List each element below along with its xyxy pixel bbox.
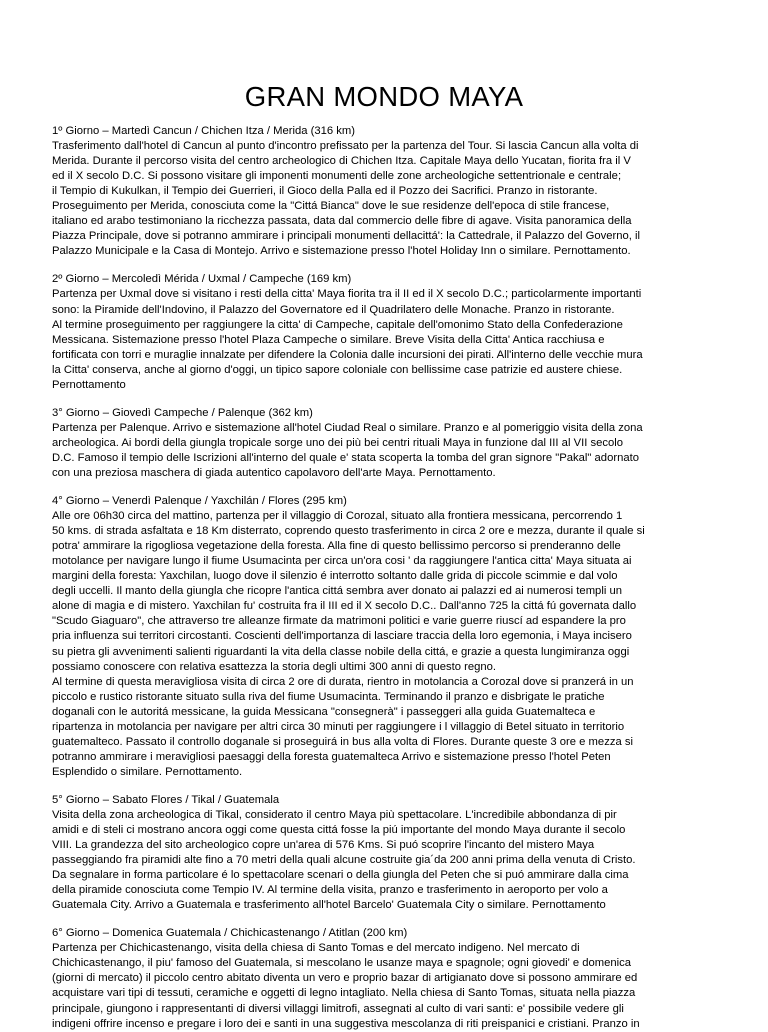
day-heading: 2º Giorno – Mercoledì Mérida / Uxmal / Campeche (169 km)	[52, 273, 352, 286]
text-line: guatemalteco. Passato il controllo doganale si proseguirá in bus alla volta di Flores. Durante queste 3 ore e mezza si	[52, 735, 633, 748]
text-line: Partenza per Chichicastenango, visita della chiesa di Santo Tomas e del mercato indigeno. Nel mercato di	[52, 942, 580, 955]
text-line: passeggiando fra piramidi alte fino a 70 metri della quali alcune costruite gia´da 200 anni prima della venuta di Cristo.	[52, 854, 636, 867]
text-line: potranno ammirare i meravigliosi paesaggi della foresta guatemalteca Arrivo e sistemazione presso l'hotel Peten	[52, 750, 611, 763]
text-line: motolance per navigare lungo il fiume Usumacinta per circa un'ora cosi ' da raggiungere l'antica citta' Maya situata ai	[52, 555, 632, 568]
text-line: Chichicastenango, il piu' famoso del Guatemala, si mescolano le usanze maya e spagnole; ogni giovedi' e domenica	[52, 957, 632, 970]
text-line: la Citta' conserva, anche al giorno d'oggi, un tipico sapore coloniale con bellissime case patrizie ed austere chiese.	[52, 363, 623, 376]
text-line: potra' ammirare la rigogliosa vegetazione della foresta. Alla fine di questo bellissimo percorso si prenderanno delle	[52, 540, 621, 553]
text-line: Alle ore 06h30 circa del mattino, partenza per il villaggio di Corozal, situato alla frontiera messicana, percorrendo 1	[52, 510, 623, 523]
text-line: ripartenza in motolancia per navigare per altri circa 30 minuti per raggiungere i l villaggio di Betel situato in territorio	[52, 720, 625, 733]
text-line: piccolo e rustico ristorante situato sulla riva del fiume Usumacinta. Terminando il pranzo e disbrigate le pratiche	[52, 690, 605, 703]
text-line: sono: la Piramide dell'Indovino, il Palazzo del Governatore ed il Quadrilatero delle Monache. Pranzo in ristorante.	[52, 303, 615, 316]
text-line: acquistare vari tipi di tessuti, ceramiche e oggetti di legno intagliato. Nella chiesa di Santo Tomas, situata nella piazza	[52, 987, 636, 1000]
text-line: principale, giungono i rappresentanti di diversi villaggi limitrofi, assegnati al culto di vari santi: e' possibile vedere gli	[52, 1002, 624, 1015]
text-line: italiano ed arabo testimoniano la ricchezza passata, data dal commercio delle fibre di agave. Visita panoramica della	[52, 215, 632, 228]
text-line: Messicana. Sistemazione presso l'hotel Plaza Campeche o similare. Breve Visita della Citta' Antica racchiusa e	[52, 333, 605, 346]
text-line: su pietra gli avvenimenti salienti riguardanti la vita della classe nobile della cittá, e grazie a questa lungimiranza oggi	[52, 645, 630, 658]
text-line: Da segnalare in forma particolare é lo spettacolare scenari o della giungla del Peten che si puó ammirare dalla cima	[52, 869, 629, 882]
text-line: VIII. La grandezza del sito archeologico copre un'area di 576 Kms. Si puó scoprire l'incanto del mistero Maya	[52, 839, 595, 852]
text-line: amidi e di steli ci mostrano ancora oggi come questa cittá fosse la piú importante del mondo Maya durante il secolo	[52, 824, 626, 837]
text-line: Al termine proseguimento per raggiungere la citta' di Campeche, capitale dell'omonimo Stato della Confederazione	[52, 318, 623, 331]
day-heading: 4° Giorno – Venerdì Palenque / Yaxchilán / Flores (295 km)	[52, 495, 347, 508]
day-section	[52, 926, 716, 1031]
day-heading: 1º Giorno – Martedì Cancun / Chichen Itza / Merida (316 km)	[52, 125, 355, 137]
page-title: GRAN MONDO MAYA	[244, 81, 524, 112]
text-line: possiamo conoscere con relativa esattezza la storia degli ultimi 300 anni di questo regno.	[52, 660, 497, 673]
text-line: Trasferimento dall'hotel di Cancun al punto d'incontro prefissato per la partenza del Tour. Si lascia Cancun alla volta di	[52, 140, 639, 153]
text-line: Palazzo Municipale e la Casa di Montejo. Arrivo e sistemazione presso l'hotel Holiday Inn o similare. Pernottamento.	[52, 245, 631, 258]
text-line: ed il X secolo D.C. Si possono visitare gli imponenti monumenti delle zone archeologiche settentrionale e centrale;	[52, 170, 622, 183]
text-line: alone di magia e di mistero. Yaxchilan fu' costruita fra il III ed il X secolo D.C.. Dall'anno 725 la cittá fú governata dallo	[52, 600, 637, 613]
text-line: margini della foresta: Yaxchilan, luogo dove il silenzio é interrotto soltanto dalle grida di piccole scimmie e dal volo	[52, 570, 618, 583]
day-section	[52, 793, 716, 913]
text-line: Partenza per Uxmal dove si visitano i resti della citta' Maya fiorita tra il II ed il X secolo D.C.; particolarmente importanti	[52, 288, 642, 301]
text-line: degli uccelli. Il manto della giungla che ricopre l'antica cittá sembra aver donato ai palazzi ed ai numerosi templi un	[52, 585, 622, 598]
day-section	[52, 494, 716, 780]
text-line: Visita della zona archeologica di Tikal, considerato il centro Maya più spettacolare. L'incredibile abbondanza di pir	[52, 808, 617, 821]
text-line: Piazza Principale, dove si potranno ammirare i principali monumenti dellacittá': la Cattedrale, il Palazzo del Governo, il	[52, 230, 641, 243]
text-line: Merida. Durante il percorso visita del centro archeologico di Chichen Itza. Capitale Maya dello Yucatan, fiorita fra il V	[52, 155, 631, 168]
text-line: Proseguimento per Merida, conosciuta come la "Cittá Bianca" dove le sue residenze dell'epoca di stile francese,	[52, 200, 610, 213]
text-line: Al termine di questa meravigliosa visita di circa 2 ore di durata, rientro in motolancia a Corozal dove si pranzerá in un	[52, 675, 634, 688]
day-section	[52, 406, 716, 481]
text-line: Esplendido o similare. Pernottamento.	[52, 765, 243, 778]
text-line: indigeni offrire incenso e pregare i loro dei e santi in una suggestiva mescolanza di riti preispanici e cristiani. Pranzo in	[52, 1017, 640, 1030]
text-line: doganali con le autoritá messicane, la guida Messicana "consegnerà" i passeggeri alla guida Guatemalteca e	[52, 705, 596, 718]
day-section	[52, 124, 716, 259]
text-line: con una preziosa maschera di giada autentico capolavoro dell'arte Maya. Pernottamento.	[52, 466, 496, 479]
itinerary	[52, 124, 716, 1032]
text-line: pria influenza sui territori circostanti. Coscienti dell'importanza di lasciare traccia della loro egemonia, i Maya incisero	[52, 630, 632, 643]
text-line: Guatemala City. Arrivo a Guatemala e trasferimento all'hotel Barcelo' Guatemala City o similare. Pernottamento	[52, 899, 606, 912]
text-line: 50 kms. di strada asfaltata e 18 Km disterrato, coprendo questo trasferimento in circa 2 ore e mezza, durante il quale si	[52, 525, 645, 538]
day-heading: 5° Giorno – Sabato Flores / Tikal / Guatemala	[52, 793, 280, 806]
day-section	[52, 272, 716, 392]
text-line: il Tempio di Kukulkan, il Tempio dei Guerrieri, il Gioco della Palla ed il Pozzo dei Sacrifici. Pranzo in ristorante.	[52, 185, 598, 198]
text-line: della piramide conosciuta come Tempio IV. Al termine della visita, pranzo e trasferimento in aeroporto per volo a	[52, 884, 608, 897]
text-line: archeologica. Ai bordi della giungla tropicale sorge uno dei più bei centri rituali Maya in funzione dal III al VII secolo	[52, 436, 623, 449]
text-line: Partenza per Palenque. Arrivo e sistemazione all'hotel Ciudad Real o similare. Pranzo e al pomeriggio visita della zona	[52, 421, 643, 434]
text-line: fortificata con torri e muraglie innalzate per difendere la Colonia dalle incursioni dei pirati. All'interno delle vecchie mura	[52, 348, 643, 361]
text-line: Pernottamento	[52, 378, 126, 391]
day-heading: 6° Giorno – Domenica Guatemala / Chichicastenango / Atitlan (200 km)	[52, 927, 408, 940]
text-line: D.C. Famoso il tempio delle Iscrizioni all'interno del quale e' stata scoperta la tomba del gran signore "Pakal" adornato	[52, 451, 639, 464]
day-heading: 3° Giorno – Giovedì Campeche / Palenque (362 km)	[52, 406, 313, 419]
text-line: (giorni di mercato) il piccolo centro abitato diventa un vero e proprio bazar di artigianato dove si possono ammirare ed	[52, 972, 638, 985]
text-line: "Scudo Giaguaro", che attraverso tre alleanze firmate da matrimoni politici e varie guerre riuscí ad espandere la pro	[52, 615, 626, 628]
